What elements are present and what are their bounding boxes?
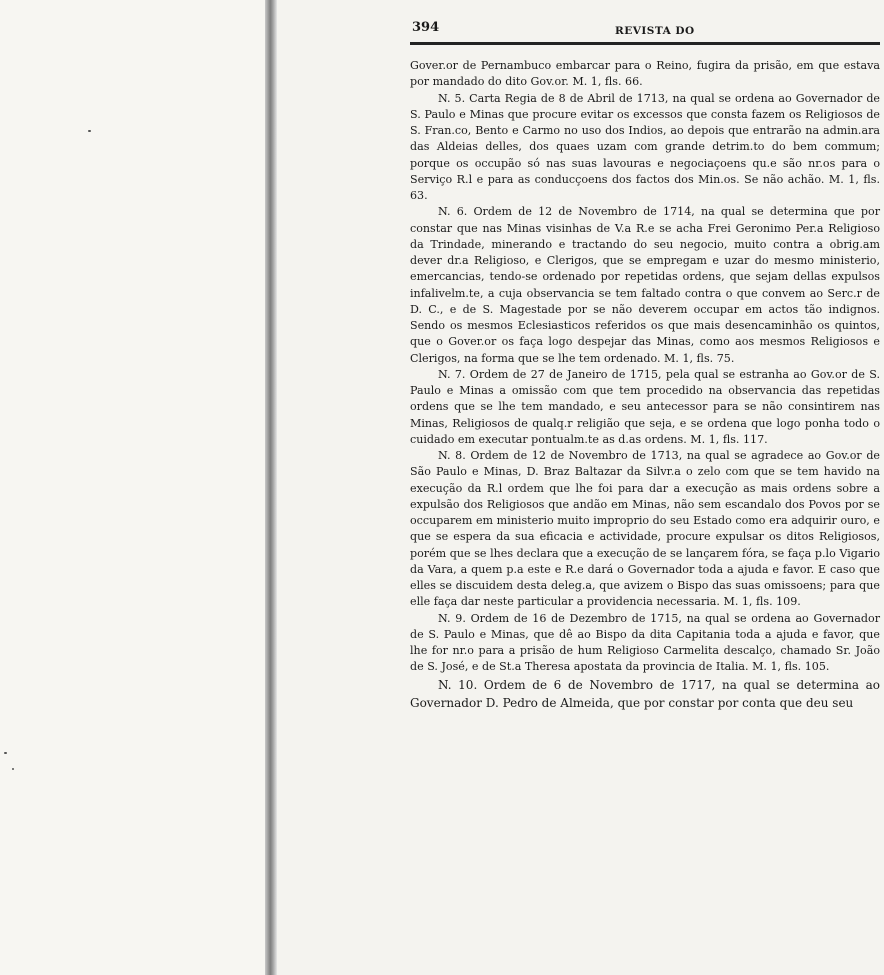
entry-n9: N. 9. Ordem de 16 de Dezembro de 1715, na qual se ordena ao Governador de S. Paulo e Minas, que dê ao Bispo da dita Capitania toda a ajuda e favor, que lhe for nr.o para a prisão de hum Religioso Carmelita descalço, chamado Sr. João de S. José, e de St.a Theresa apostata da provincia de Italia. M. 1, fls. 105.: [410, 611, 880, 674]
entry-n6: N. 6. Ordem de 12 de Novembro de 1714, na qual se determina que por constar que nas Minas visinhas de V.a R.e se acha Frei Geronimo Per.a Religioso da Trindade, minerando e tractando do seu negocio, muito contra a obrig.am dever dr.a Religioso, e Clerigos, que se empregam e uzar do mesmo ministerio, emercancias, tendo-se ordenado por repetidas ordens, que sejam dellas expulsos infalivelm.te, a cuja observancia se tem faltado contra o que convem ao Serc.r de D. C., e de S. Magestade por se não deverem occupar em actos tão indignos. Sendo os mesmos Eclesiasticos referidos os que mais desencaminhão os quintos, que o Gover.or os faça logo despejar das Minas, como aos mesmos Religiosos e Clerigos, na forma que se lhe tem ordenado. M. 1, fls. 75.: [410, 205, 880, 365]
running-title: REVISTA DO: [615, 25, 695, 37]
paper-speck: [88, 130, 91, 132]
paragraph-continuation: Gover.or de Pernambuco embarcar para o Reino, fugira da prisão, em que estava por mandado do dito Gov.or. M. 1, fls. 66.: [410, 59, 880, 89]
entry-n7: N. 7. Ordem de 27 de Janeiro de 1715, pela qual se estranha ao Gov.or de S. Paulo e Minas a omissão com que tem procedido na observancia das repetidas ordens que se lhe tem mandado, e seu antecessor para se não consintirem nas Minas, Religiosos de qualq.r religião que seja, e se ordena que logo ponha todo o cuidado em executar pontualm.te as d.as ordens. M. 1, fls. 117.: [410, 367, 880, 446]
document-page: [410, 18, 880, 710]
page-header: [410, 18, 880, 40]
page-number: 394: [412, 20, 440, 35]
facing-page-margin: [0, 0, 265, 975]
entry-n5: N. 5. Carta Regia de 8 de Abril de 1713, na qual se ordena ao Governador de S. Paulo e Minas que procure evitar os excessos que consta fazem os Religiosos de S. Fran.co, Bento e Carmo no uso dos Indios, ao depois que entrarão na admin.ara das Aldeias delles, dos quaes uzam com grande detrim.to do bem commum; porque os occupão só nas suas lavouras e negociaçoens qu.e são nr.os para o Serviço R.l e para as conducçoens dos factos dos Min.os. Se não achão. M. 1, fls. 63.: [410, 91, 880, 202]
header-rule: [410, 42, 880, 45]
entry-n8: N. 8. Ordem de 12 de Novembro de 1713, na qual se agradece ao Gov.or de São Paulo e Minas, D. Braz Baltazar da Silvr.a o zelo com que se tem havido na execução da R.l ordem que lhe foi para dar a execução as mais ordens sobre a expulsão dos Religiosos que andão em Minas, não sem escandalo dos Povos por se occuparem em ministerio muito improprio do seu Estado como era adquirir ouro, e que se espera da sua eficacia e actividade, procure expulsar os ditos Religiosos, porém que se lhes declara que a execução de se lançarem fóra, se faça p.lo Vigario da Vara, a quem p.a este e R.e dará o Governador toda a ajuda e favor. E caso que elles se discuidem desta deleg.a, que avizem o Bispo das suas omissoens; para que elle faça dar neste particular a providencia necessaria. M. 1, fls. 109.: [410, 449, 880, 609]
book-binding-gutter: [265, 0, 277, 975]
paper-speck: [12, 768, 14, 770]
paper-speck: [4, 752, 7, 754]
body-text: [410, 58, 880, 712]
entry-n10: N. 10. Ordem de 6 de Novembro de 1717, na qual se determina ao Governador D. Pedro de Almeida, que por constar por conta que deu seu: [410, 677, 880, 710]
